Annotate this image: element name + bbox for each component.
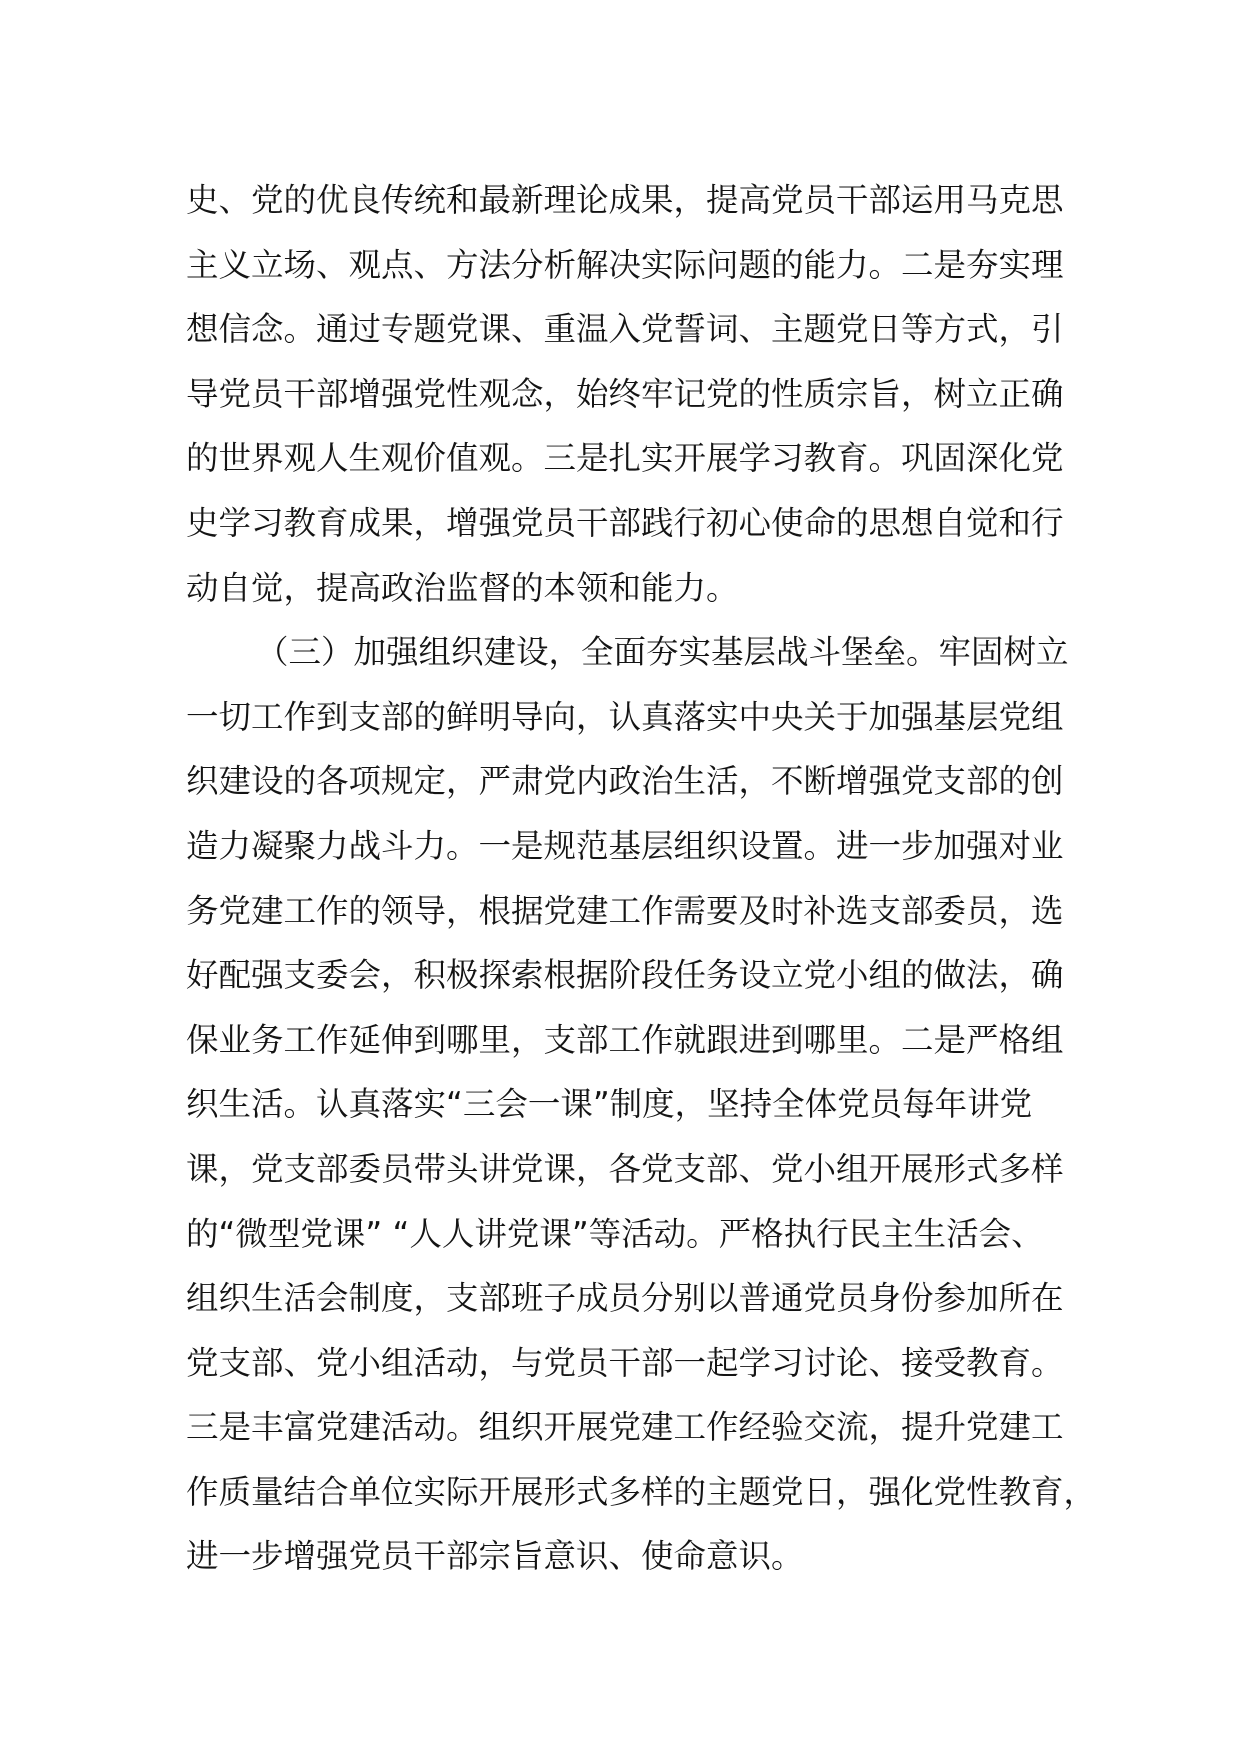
text-line: 一切工作到支部的鲜明导向，认真落实中央关于加强基层党组 [186,697,1064,736]
text-line: 想信念。通过专题党课、重温入党誓词、主题党日等方式，引 [186,310,1064,349]
text-line: 务党建工作的领导，根据党建工作需要及时补选支部委员，选 [186,891,1064,930]
text-line: 动自觉，提高政治监督的本领和能力。 [186,568,739,607]
text-line: 织生活。认真落实“三会一课”制度，坚持全体党员每年讲党 [186,1085,1033,1124]
text-line: 主义立场、观点、方法分析解决实际问题的能力。二是夯实理 [186,245,1064,284]
text-line: 造力凝聚力战斗力。一是规范基层组织设置。进一步加强对业 [186,826,1064,865]
text-line: 三是丰富党建活动。组织开展党建工作经验交流，提升党建工 [186,1408,1064,1447]
text-line: 史、党的优良传统和最新理论成果，提高党员干部运用马克思 [186,181,1064,219]
text-line: 的“微型党课” “人人讲党课”等活动。严格执行民主生活会、 [186,1214,1044,1253]
section-heading-line: （三）加强组织建设，全面夯实基层战斗堡垒。牢固树立 [256,633,1069,672]
text-line: 史学习教育成果，增强党员干部践行初心使命的思想自觉和行 [186,503,1064,542]
text-line: 保业务工作延伸到哪里，支部工作就跟进到哪里。二是严格组 [186,1020,1064,1059]
text-line: 进一步增强党员干部宗旨意识、使命意识。 [186,1537,804,1576]
text-line: 导党员干部增强党性观念，始终牢记党的性质宗旨，树立正确 [186,374,1064,413]
text-line: 课，党支部委员带头讲党课，各党支部、党小组开展形式多样 [186,1149,1064,1188]
text-line: 组织生活会制度，支部班子成员分别以普通党员身份参加所在 [186,1279,1064,1318]
text-line: 好配强支委会，积极探索根据阶段任务设立党小组的做法，确 [186,956,1064,995]
text-line: 党支部、党小组活动，与党员干部一起学习讨论、接受教育。 [186,1343,1064,1382]
text-line: 的世界观人生观价值观。三是扎实开展学习教育。巩固深化党 [186,439,1064,478]
text-line: 作质量结合单位实际开展形式多样的主题党日，强化党性教育， [186,1472,1097,1511]
text-line: 织建设的各项规定，严肃党内政治生活，不断增强党支部的创 [186,762,1064,801]
document-body [186,168,1097,1589]
